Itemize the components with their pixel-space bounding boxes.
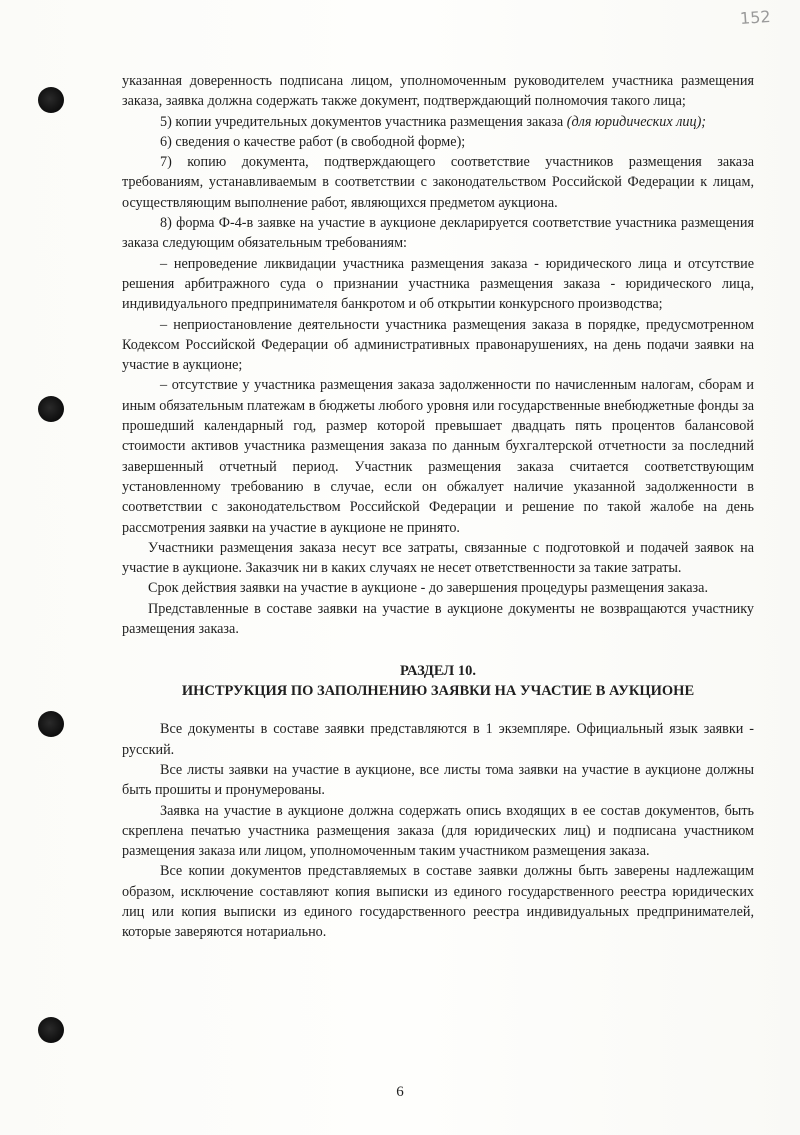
item-5-text: 5) копии учредительных документов участника размещения заказа	[160, 113, 567, 130]
paragraph-item-7: 7) копию документа, подтверждающего соответствие участников размещения заказа требованиям, устанавливаемым в соответствии с законодательством Российской Федерации к лицам, осуществляющим выполнение работ, являющихся предметом аукциона.	[122, 154, 754, 211]
paragraph-copies-certified: Все копии документов представляемых в составе заявки должны быть заверены надлежащим образом, исключение составляют копия выписки из единого государственного реестра юридических лиц или копия выписки из единого государственного реестра индивидуальных предпринимателей, которые заверяются нотариально.	[122, 863, 754, 941]
paragraph-validity: Срок действия заявки на участие в аукционе - до завершения процедуры размещения заказа.	[148, 580, 708, 597]
page-number: 6	[396, 1084, 404, 1100]
section-title: ИНСТРУКЦИЯ ПО ЗАПОЛНЕНИЮ ЗАЯВКИ НА УЧАСТИЕ В АУКЦИОНЕ	[181, 683, 695, 700]
paragraph-requirement-suspension: – неприостановление деятельности участника размещения заказа в порядке, предусмотренном Кодексом Российской Федерации об административных правонарушениях, на день подачи заявки на участие в аукционе;	[122, 316, 754, 374]
paragraph-sheets-bound: Все листы заявки на участие в аукционе, все листы тома заявки на участие в аукционе должны быть прошиты и пронумерованы.	[122, 761, 754, 799]
paragraph-copies-language: Все документы в составе заявки представляются в 1 экземпляре. Официальный язык заявки - русский.	[122, 721, 754, 758]
paragraph-item-5	[122, 112, 754, 132]
paragraph-requirement-liquidation: – непроведение ликвидации участника размещения заказа - юридического лица и отсутствие решения арбитражного суда о признании участника размещения заказа - юридического лица, индивидуального предпринимателя банкротом и об открытии конкурсного производства;	[122, 255, 754, 313]
paragraph-documents-not-returned: Представленные в составе заявки на участие в аукционе документы не возвращаются участнику размещения заказа.	[122, 600, 754, 638]
paragraph-requirement-debt: – отсутствие у участника размещения заказа задолженности по начисленным налогам, сборам и иным обязательным платежам в бюджеты любого уровня или государственные внебюджетные фонды за прошедший календарный год, размер которой превышает двадцать пять процентов балансовой стоимости активов участника размещения заказа по данным бухгалтерской отчетности за последний завершенный отчетный период. Участник размещения заказа считается соответствующим установленному требованию в случае, если он обжалует наличие указанной задолженности в соответствии с законодательством Российской Федерации и решение по такой жалобе на день рассмотрения заявки на участие в аукционе не принято.	[122, 377, 754, 536]
document-body	[122, 71, 754, 943]
section-number: РАЗДЕЛ 10.	[400, 663, 476, 680]
paragraph-costs: Участники размещения заказа несут все затраты, связанные с подготовкой и подачей заявок на участие в аукционе. Заказчик ни в каких случаях не несет ответственности за такие затраты.	[122, 539, 754, 577]
sheet-number-mark: 152	[739, 6, 772, 29]
paragraph-authority: указанная доверенность подписана лицом, уполномоченным руководителем участника размещения заказа, заявка должна содержать также документ, подтверждающий полномочия такого лица;	[122, 73, 754, 110]
binder-hole-4	[38, 1017, 64, 1043]
section-heading	[122, 661, 754, 701]
paragraph-inventory: Заявка на участие в аукционе должна содержать опись входящих в ее состав документов, быть скреплена печатью участника размещения заказа (для юридических лиц) и подписана участником размещения заказа или лицом, уполномоченным таким участником размещения заказа.	[122, 802, 754, 860]
item-5-italic-note: (для юридических лиц);	[566, 113, 707, 130]
binder-hole-2	[38, 396, 64, 422]
binder-hole-3	[38, 711, 64, 737]
paragraph-item-6: 6) сведения о качестве работ (в свободной форме);	[160, 133, 466, 150]
binder-hole-1	[38, 87, 64, 113]
paragraph-item-8: 8) форма Ф-4-в заявке на участие в аукционе декларируется соответствие участника размещения заказа следующим обязательным требованиям:	[122, 215, 754, 252]
